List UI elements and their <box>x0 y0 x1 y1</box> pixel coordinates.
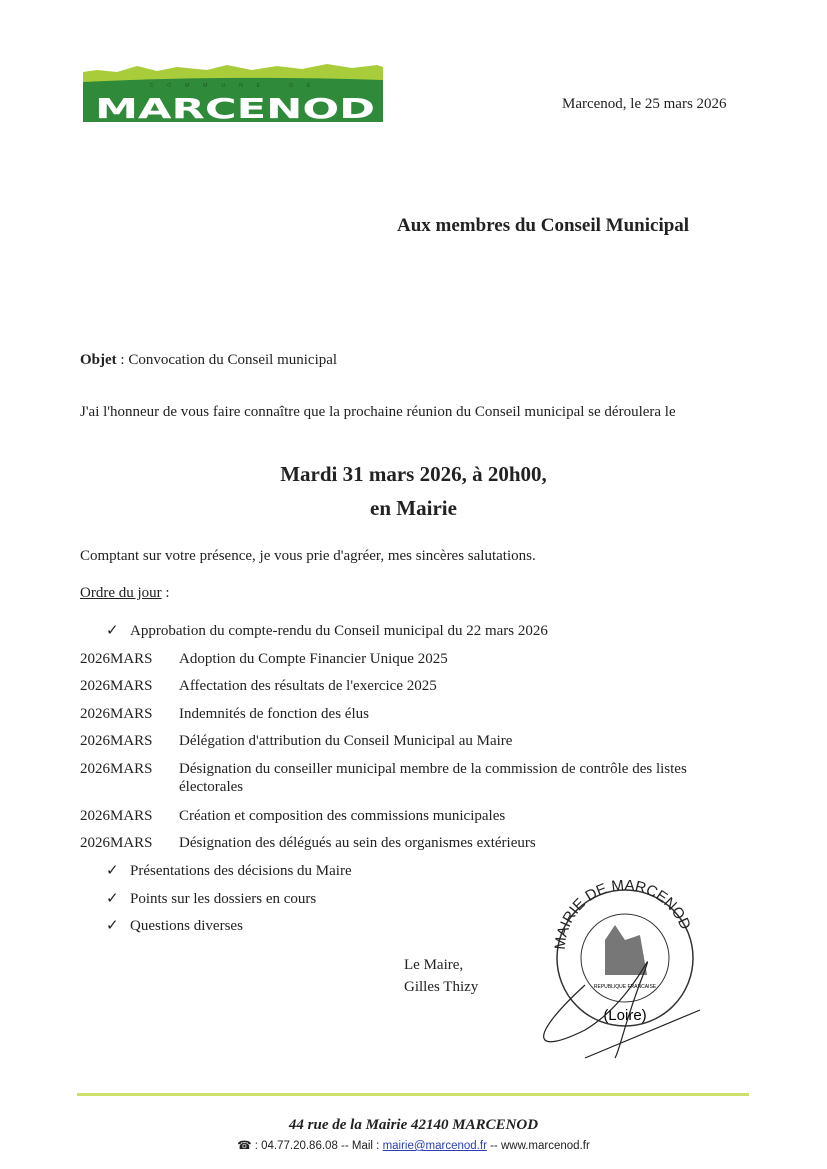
mairie-stamp <box>525 880 725 1060</box>
check-icon: ✓ <box>106 863 119 879</box>
logo-small-text: COMMUNE DE <box>149 83 325 89</box>
agenda-numbered-item <box>80 807 749 825</box>
agenda-item <box>106 862 352 880</box>
stamp-ring-text: MAIRIE DE MARCENOD <box>551 880 694 951</box>
agenda-numbered-item <box>80 650 749 668</box>
item-text: Désignation des délégués au sein des organismes extérieurs <box>179 835 536 851</box>
intro-text: J'ai l'honneur de vous faire connaître que la prochaine réunion du Conseil municipal se déroulera le <box>80 404 676 420</box>
closing-text: Comptant sur votre présence, je vous prie d'agréer, mes sincères salutations. <box>80 548 536 564</box>
agenda-item <box>106 890 316 908</box>
agenda-numbered-item <box>80 705 749 723</box>
item-text: Désignation du conseiller municipal membre de la commission de contrôle des listes électorales <box>179 761 687 795</box>
email-link[interactable]: mairie@marcenod.fr <box>382 1140 487 1152</box>
agenda-item <box>106 917 243 935</box>
agenda-item-text: Points sur les dossiers en cours <box>130 891 317 907</box>
agenda-item-text: Présentations des décisions du Maire <box>130 863 352 879</box>
agenda-item-text: Approbation du compte-rendu du Conseil municipal du 22 mars 2026 <box>130 623 548 639</box>
agenda-colon: : <box>161 585 170 601</box>
agenda-heading <box>80 585 170 602</box>
subject-line <box>80 352 337 369</box>
footer-divider <box>77 1093 749 1096</box>
agenda-item-text: Questions diverses <box>130 918 243 934</box>
agenda-item <box>106 622 548 640</box>
footer-address: 44 rue de la Mairie 42140 MARCENOD <box>288 1117 539 1133</box>
item-code: 2026MARS <box>80 678 153 694</box>
agenda-numbered-item <box>80 732 749 750</box>
signature-block <box>404 954 478 998</box>
item-text: Affectation des résultats de l'exercice 2025 <box>179 678 437 694</box>
phone-number: : 04.77.20.86.08 -- Mail : <box>251 1140 383 1152</box>
website-text: -- www.marcenod.fr <box>486 1140 590 1152</box>
item-text: Création et composition des commissions municipales <box>179 808 506 824</box>
item-code: 2026MARS <box>80 651 153 667</box>
check-icon: ✓ <box>106 891 119 907</box>
check-icon: ✓ <box>106 918 119 934</box>
item-code: 2026MARS <box>80 706 153 722</box>
marcenod-logo <box>77 62 389 122</box>
item-text: Délégation d'attribution du Conseil Municipal au Maire <box>179 733 513 749</box>
item-text: Indemnités de fonction des élus <box>179 706 369 722</box>
item-code: 2026MARS <box>80 733 153 749</box>
check-icon: ✓ <box>106 623 119 639</box>
footer-contact <box>0 1139 827 1153</box>
stamp-bottom-text: (Loire) <box>603 1007 647 1024</box>
subject-text: : Convocation du Conseil municipal <box>116 352 338 368</box>
logo-name: MARCENOD <box>95 92 375 122</box>
subject-label: Objet <box>80 352 117 368</box>
item-code: 2026MARS <box>80 835 153 851</box>
letter-date: Marcenod, le 25 mars 2026 <box>562 96 727 112</box>
signer-title: Le Maire, <box>404 957 464 973</box>
recipient: Aux membres du Conseil Municipal <box>397 215 690 236</box>
meeting-date: Mardi 31 mars 2026, à 20h00, <box>280 462 547 486</box>
signer-name: Gilles Thizy <box>404 979 479 995</box>
item-code: 2026MARS <box>80 808 153 824</box>
phone-icon: ☎ <box>237 1140 252 1152</box>
item-code: 2026MARS <box>80 761 153 777</box>
agenda-label: Ordre du jour <box>80 585 162 601</box>
meeting-place: en Mairie <box>370 496 457 520</box>
stamp-banner: REPUBLIQUE FRANCAISE <box>593 984 657 990</box>
item-text: Adoption du Compte Financier Unique 2025 <box>179 651 448 667</box>
agenda-numbered-item <box>80 760 749 796</box>
agenda-numbered-item <box>80 677 749 695</box>
agenda-numbered-item <box>80 834 749 852</box>
